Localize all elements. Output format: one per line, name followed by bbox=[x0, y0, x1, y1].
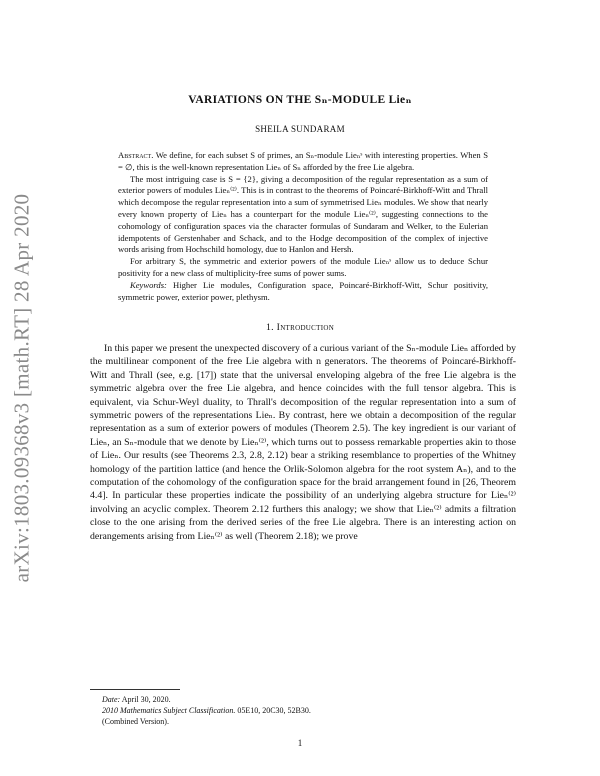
keywords-text: Higher Lie modules, Configuration space, Poincaré-Birkhoff-Witt, Schur positivity, symmetric power, exterior power, plethysm. bbox=[118, 279, 488, 302]
keywords bbox=[118, 280, 488, 304]
keywords-label: Keywords: bbox=[130, 279, 167, 290]
abstract-label: Abstract. bbox=[118, 150, 154, 160]
footnote-date-label: Date: bbox=[102, 695, 121, 704]
footnote-msc-label: 2010 Mathematics Subject Classification. bbox=[102, 706, 236, 715]
footnotes bbox=[90, 694, 516, 727]
abstract-paragraph-3: For arbitrary S, the symmetric and exterior powers of the module Lieₙˢ allow us to deduce Schur positivity for a new class of multiplicity-free sums of power sums. bbox=[118, 256, 488, 278]
footnote-date-text: April 30, 2020. bbox=[121, 695, 171, 704]
footnote-divider bbox=[90, 689, 180, 690]
abstract-paragraph-2: The most intriguing case is S = {2}, giving a decomposition of the regular representation as a sum of exterior powers of modules Lieₙ⁽²⁾. This is in contrast to the theorems of Poincaré-Birkhoff-Witt and Thrall which decompose the regular representation into a sum of symmetrised Lieₙ modules. We show that nearly every known property of Lieₙ has a counterpart for the module Lieₙ⁽²⁾, suggesting connections to the cohomology of configuration spaces via the character formulas of Sundaram and Welker, to the Eulerian idempotents of Gerstenhaber and Schack, and to the Hodge decomposition of the complex of injective words arising from Hochschild homology, due to Hanlon and Hersh. bbox=[118, 173, 488, 255]
paper-title: VARIATIONS ON THE Sₙ-MODULE Lieₙ bbox=[188, 94, 412, 106]
footnote-msc-text: 05E10, 20C30, 52B30. bbox=[237, 706, 311, 715]
abstract bbox=[118, 150, 488, 303]
page-number: 1 bbox=[297, 738, 303, 748]
footnote-version-text: (Combined Version). bbox=[102, 717, 169, 726]
footnote-version bbox=[90, 716, 516, 727]
arxiv-identifier: arXiv:1803.09368v3 [math.RT] 28 Apr 2020 bbox=[9, 193, 34, 583]
author-name: SHEILA SUNDARAM bbox=[255, 124, 345, 134]
footnote-date bbox=[90, 694, 516, 705]
introduction-body: In this paper we present the unexpected discovery of a curious variant of the Sₙ-module Lieₙ afforded by the multilinear component of the free Lie algebra with n generators. The theorems of Poincaré-Birkhoff-Witt and Thrall (see, e.g. [17]) state that the universal enveloping algebra of the free Lie algebra is the symmetric algebra over the free Lie algebra, and hence coincides with the full tensor algebra. This is equivalent, via Schur-Weyl duality, to Thrall's decomposition of the regular representation into a sum of symmetric powers of the representations Lieₙ. By contrast, here we obtain a decomposition of the regular representation as a sum of exterior powers of modules (Theorem 2.5). The key ingredient is our variant of Lieₙ, an Sₙ-module that we denote by Lieₙ⁽²⁾, which turns out to possess remarkable properties akin to those of Lieₙ. Our results (see Theorems 2.3, 2.8, 2.12) bear a striking resemblance to properties of the Whitney homology of the partition lattice (and hence the Orlik-Solomon algebra for the root system Aₙ), and to the computation of the cohomology of the configuration space for the braid arrangement found in [26, Theorem 4.4]. In particular these properties indicate the possibility of an underlying algebra structure for Lieₙ⁽²⁾ involving an acyclic complex. Theorem 2.12 furthers this analogy; we show that Lieₙ⁽²⁾ admits a filtration close to the one arising from the derived series of the free Lie algebra. There is an interesting action on derangements arising from Lieₙ⁽²⁾ as well (Theorem 2.18); we prove bbox=[90, 343, 516, 542]
abstract-text-1: We define, for each subset S of primes, an Sₙ-module Lieₙˢ with interesting properties. When S = ∅, this is the well-known representation Lieₙ of Sₙ afforded by the free Lie algebra. bbox=[118, 150, 488, 172]
section-heading: 1. Introduction bbox=[265, 322, 335, 333]
abstract-paragraph-1 bbox=[118, 150, 488, 174]
footnote-msc bbox=[90, 705, 516, 716]
